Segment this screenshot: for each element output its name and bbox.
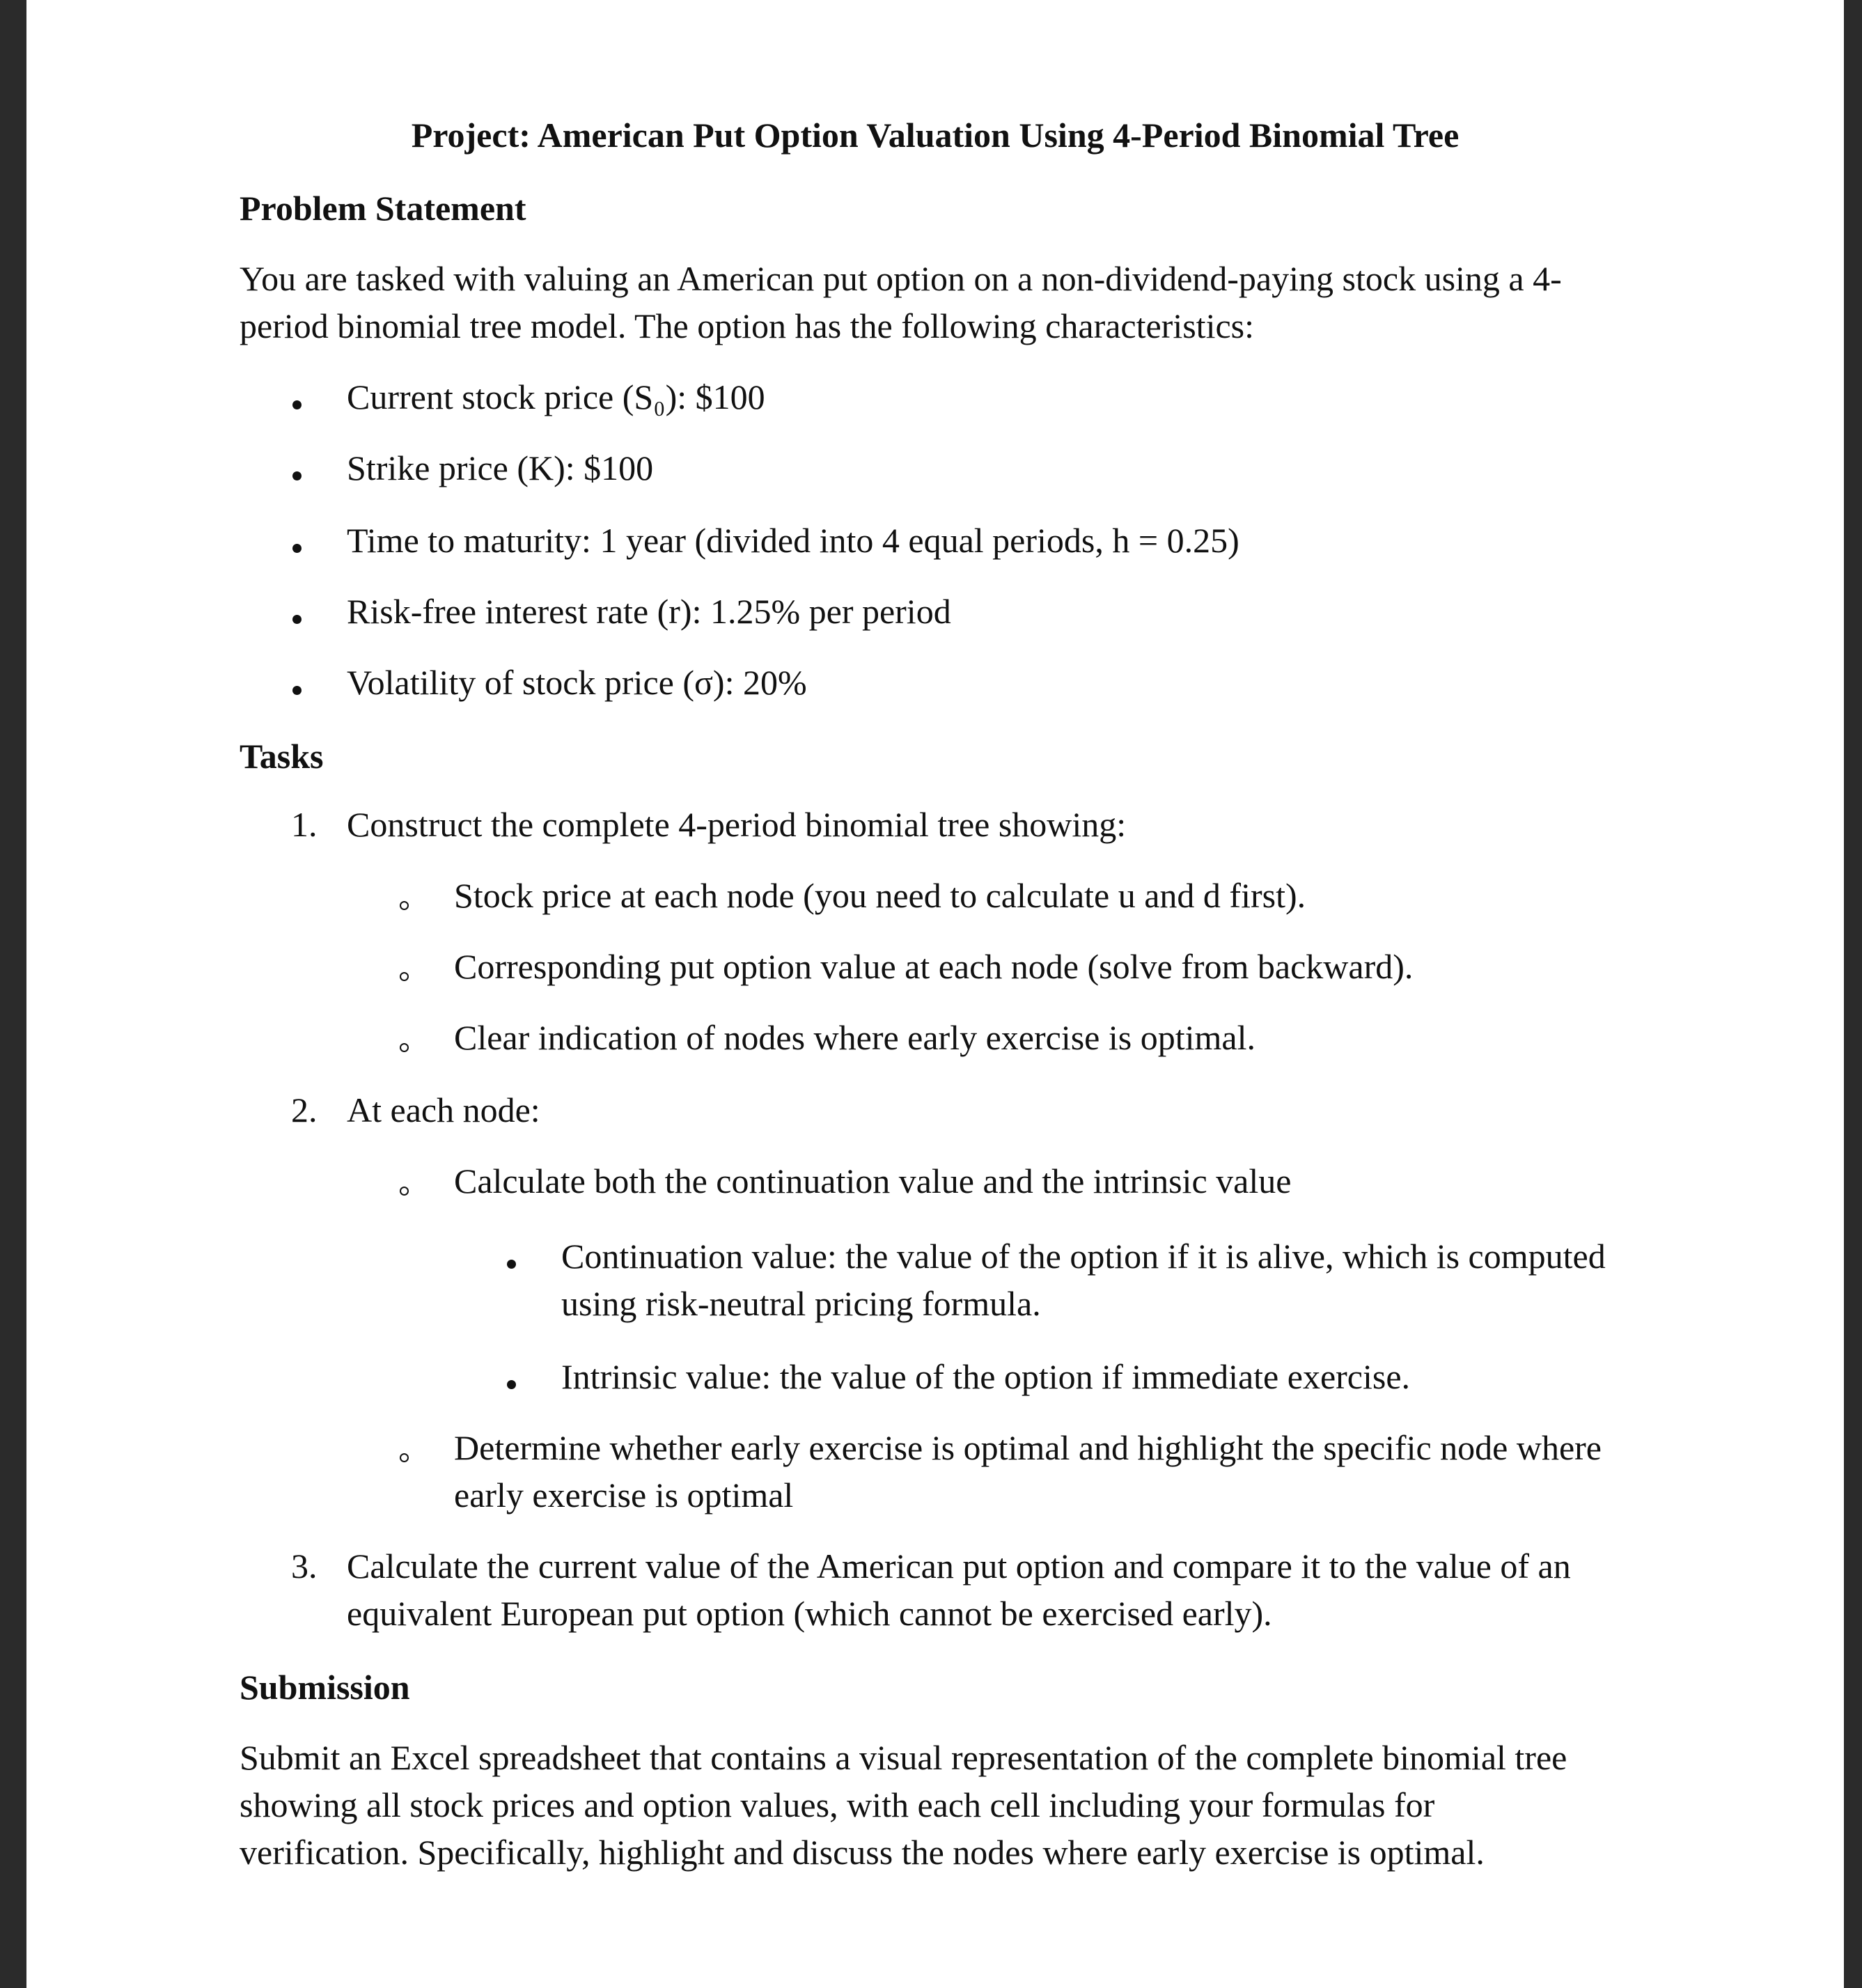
circle-bullet-icon [400, 1427, 409, 1474]
characteristic-strike-price: Strike price (K): $100 [347, 448, 654, 487]
problem-statement-heading: Problem Statement [240, 189, 526, 228]
task-1-number: 1. [291, 805, 318, 844]
circle-bullet-icon [400, 946, 409, 993]
bullet-icon [292, 588, 302, 636]
document-title: Project: American Put Option Valuation Using 4-Period Binomial Tree [411, 116, 1460, 155]
continuation-value-line-1: Continuation value: the value of the option if it is alive, which is computed [561, 1237, 1606, 1276]
task-1-subitem-early-exercise: Clear indication of nodes where early exercise is optimal. [454, 1018, 1255, 1057]
tasks-heading: Tasks [240, 737, 324, 776]
task-3-number: 3. [291, 1547, 318, 1586]
bullet-icon [292, 374, 302, 421]
bullet-icon [292, 445, 302, 492]
task-1-subitem-stock-price: Stock price at each node (you need to calculate u and d first). [454, 876, 1306, 915]
document-page [26, 0, 1844, 1988]
submission-heading: Submission [240, 1668, 410, 1707]
characteristic-stock-price: Current stock price (S₀): $100 [347, 377, 765, 416]
characteristic-volatility: Volatility of stock price (σ): 20% [347, 663, 807, 702]
intro-line-1: You are tasked with valuing an American put option on a non-dividend-paying stock using a 4- [240, 259, 1562, 298]
submission-line-3: verification. Specifically, highlight and discuss the nodes where early exercise is optimal. [240, 1833, 1485, 1872]
right-window-border [1844, 0, 1862, 1988]
bullet-icon [292, 659, 302, 707]
task-3-line-1: Calculate the current value of the American put option and compare it to the value of an [347, 1547, 1571, 1586]
circle-bullet-icon [400, 1160, 409, 1207]
task-2-sub-calculate: Calculate both the continuation value and the intrinsic value [454, 1161, 1292, 1200]
intrinsic-value-text: Intrinsic value: the value of the option if immediate exercise. [561, 1357, 1411, 1396]
bullet-icon [507, 1233, 516, 1281]
characteristic-maturity: Time to maturity: 1 year (divided into 4 equal periods, h = 0.25) [347, 521, 1239, 560]
intro-line-2: period binomial tree model. The option has the following characteristics: [240, 306, 1255, 345]
task-2-sub-determine-line-1: Determine whether early exercise is optimal and highlight the specific node where [454, 1428, 1602, 1467]
characteristic-risk-free-rate: Risk-free interest rate (r): 1.25% per period [347, 592, 951, 631]
bullet-icon [292, 517, 302, 565]
task-3-line-2: equivalent European put option (which cannot be exercised early). [347, 1594, 1272, 1633]
submission-line-1: Submit an Excel spreadsheet that contains a visual representation of the complete binomial tree [240, 1738, 1567, 1777]
task-2-text: At each node: [347, 1090, 540, 1129]
continuation-value-line-2: using risk-neutral pricing formula. [561, 1284, 1041, 1323]
bullet-icon [507, 1354, 516, 1401]
circle-bullet-icon [400, 1017, 409, 1064]
circle-bullet-icon [400, 875, 409, 922]
left-window-border [0, 0, 26, 1988]
submission-line-2: showing all stock prices and option values, with each cell including your formulas for [240, 1785, 1435, 1824]
task-1-text: Construct the complete 4-period binomial tree showing: [347, 805, 1127, 844]
task-1-subitem-option-value: Corresponding put option value at each node (solve from backward). [454, 947, 1414, 986]
task-2-sub-determine-line-2: early exercise is optimal [454, 1476, 794, 1515]
task-2-number: 2. [291, 1090, 318, 1129]
